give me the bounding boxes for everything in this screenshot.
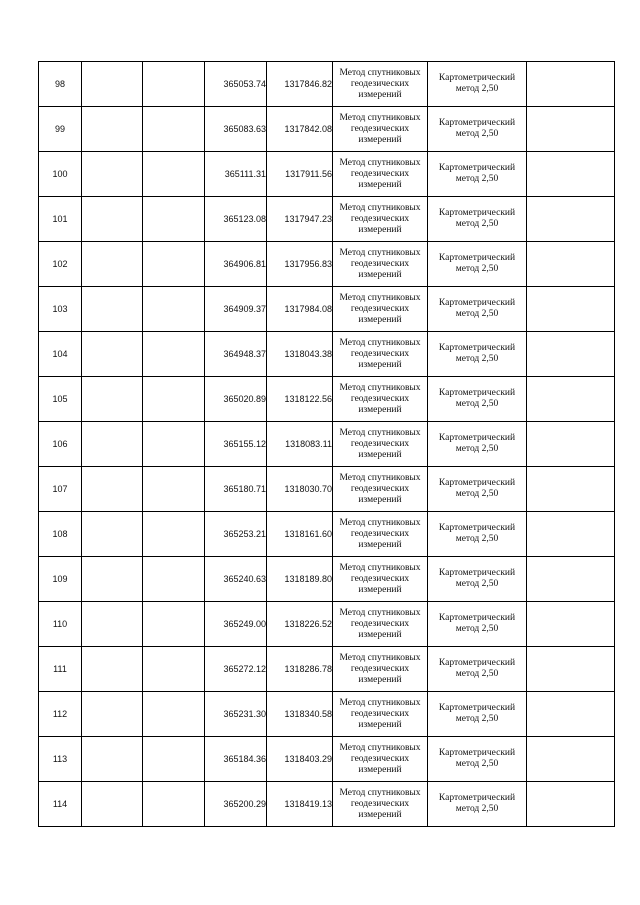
method-cell — [333, 107, 428, 152]
empty-cell — [82, 242, 143, 287]
table-row — [39, 62, 615, 107]
accuracy-text: Картометрический метод 2,50 — [438, 298, 516, 319]
table-row — [39, 332, 615, 377]
y-coordinate-cell: 1318030.70 — [267, 467, 333, 512]
method-cell — [333, 692, 428, 737]
accuracy-cell — [428, 152, 527, 197]
method-text: Метод спутниковых геодезических измерений — [339, 112, 421, 145]
method-cell — [333, 287, 428, 332]
empty-cell — [82, 107, 143, 152]
point-number-cell: 106 — [39, 422, 82, 467]
accuracy-text: Картометрический метод 2,50 — [438, 478, 516, 499]
empty-cell — [82, 782, 143, 827]
point-number-cell: 102 — [39, 242, 82, 287]
empty-cell — [82, 737, 143, 782]
accuracy-cell — [428, 107, 527, 152]
method-text: Метод спутниковых геодезических измерений — [339, 247, 421, 280]
y-coordinate-cell: 1318403.29 — [267, 737, 333, 782]
empty-cell — [527, 737, 615, 782]
table-row — [39, 467, 615, 512]
accuracy-cell — [428, 467, 527, 512]
empty-cell — [527, 467, 615, 512]
accuracy-cell — [428, 692, 527, 737]
method-cell — [333, 62, 428, 107]
x-coordinate-cell: 365083.63 — [205, 107, 267, 152]
method-text: Метод спутниковых геодезических измерений — [339, 472, 421, 505]
method-text: Метод спутниковых геодезических измерений — [339, 787, 421, 820]
table-row — [39, 422, 615, 467]
x-coordinate-cell: 365200.29 — [205, 782, 267, 827]
accuracy-text: Картометрический метод 2,50 — [438, 73, 516, 94]
method-cell — [333, 602, 428, 647]
empty-cell — [143, 287, 205, 332]
x-coordinate-cell: 365240.63 — [205, 557, 267, 602]
point-number-cell: 112 — [39, 692, 82, 737]
empty-cell — [527, 557, 615, 602]
method-text: Метод спутниковых геодезических измерений — [339, 157, 421, 190]
table-row — [39, 557, 615, 602]
method-text: Метод спутниковых геодезических измерений — [339, 292, 421, 325]
y-coordinate-cell: 1317846.82 — [267, 62, 333, 107]
accuracy-text: Картометрический метод 2,50 — [438, 613, 516, 634]
accuracy-text: Картометрический метод 2,50 — [438, 793, 516, 814]
y-coordinate-cell: 1318286.78 — [267, 647, 333, 692]
y-coordinate-cell: 1318083.11 — [267, 422, 333, 467]
x-coordinate-cell: 365155.12 — [205, 422, 267, 467]
empty-cell — [527, 152, 615, 197]
method-text: Метод спутниковых геодезических измерений — [339, 697, 421, 730]
empty-cell — [143, 647, 205, 692]
point-number-cell: 114 — [39, 782, 82, 827]
empty-cell — [143, 737, 205, 782]
point-number-cell: 108 — [39, 512, 82, 557]
method-cell — [333, 422, 428, 467]
method-cell — [333, 737, 428, 782]
empty-cell — [143, 692, 205, 737]
empty-cell — [527, 782, 615, 827]
empty-cell — [527, 62, 615, 107]
accuracy-text: Картометрический метод 2,50 — [438, 163, 516, 184]
point-number-cell: 113 — [39, 737, 82, 782]
x-coordinate-cell: 365272.12 — [205, 647, 267, 692]
y-coordinate-cell: 1317842.08 — [267, 107, 333, 152]
empty-cell — [143, 602, 205, 647]
y-coordinate-cell: 1318189.80 — [267, 557, 333, 602]
table-row — [39, 782, 615, 827]
table-row — [39, 197, 615, 242]
accuracy-cell — [428, 782, 527, 827]
accuracy-cell — [428, 512, 527, 557]
accuracy-cell — [428, 62, 527, 107]
method-cell — [333, 782, 428, 827]
y-coordinate-cell: 1318226.52 — [267, 602, 333, 647]
y-coordinate-cell: 1317984.08 — [267, 287, 333, 332]
accuracy-text: Картометрический метод 2,50 — [438, 748, 516, 769]
point-number-cell: 103 — [39, 287, 82, 332]
accuracy-cell — [428, 647, 527, 692]
empty-cell — [527, 332, 615, 377]
x-coordinate-cell: 365111.31 — [205, 152, 267, 197]
empty-cell — [527, 377, 615, 422]
x-coordinate-cell: 364906.81 — [205, 242, 267, 287]
point-number-cell: 110 — [39, 602, 82, 647]
point-number-cell: 99 — [39, 107, 82, 152]
method-cell — [333, 512, 428, 557]
point-number-cell: 105 — [39, 377, 82, 422]
y-coordinate-cell: 1318122.56 — [267, 377, 333, 422]
method-text: Метод спутниковых геодезических измерений — [339, 337, 421, 370]
empty-cell — [82, 692, 143, 737]
x-coordinate-cell: 364909.37 — [205, 287, 267, 332]
empty-cell — [82, 602, 143, 647]
method-text: Метод спутниковых геодезических измерений — [339, 202, 421, 235]
empty-cell — [143, 62, 205, 107]
empty-cell — [82, 557, 143, 602]
empty-cell — [143, 782, 205, 827]
accuracy-text: Картометрический метод 2,50 — [438, 388, 516, 409]
y-coordinate-cell: 1318340.58 — [267, 692, 333, 737]
y-coordinate-cell: 1317947.23 — [267, 197, 333, 242]
method-text: Метод спутниковых геодезических измерений — [339, 742, 421, 775]
accuracy-text: Картометрический метод 2,50 — [438, 343, 516, 364]
accuracy-cell — [428, 737, 527, 782]
accuracy-text: Картометрический метод 2,50 — [438, 118, 516, 139]
x-coordinate-cell: 365184.36 — [205, 737, 267, 782]
empty-cell — [82, 467, 143, 512]
empty-cell — [143, 197, 205, 242]
empty-cell — [82, 332, 143, 377]
table-row — [39, 107, 615, 152]
accuracy-text: Картометрический метод 2,50 — [438, 253, 516, 274]
y-coordinate-cell: 1318043.38 — [267, 332, 333, 377]
empty-cell — [82, 197, 143, 242]
empty-cell — [143, 377, 205, 422]
accuracy-text: Картометрический метод 2,50 — [438, 208, 516, 229]
x-coordinate-cell: 364948.37 — [205, 332, 267, 377]
table-row — [39, 737, 615, 782]
empty-cell — [527, 692, 615, 737]
empty-cell — [143, 242, 205, 287]
accuracy-text: Картометрический метод 2,50 — [438, 433, 516, 454]
method-text: Метод спутниковых геодезических измерений — [339, 607, 421, 640]
accuracy-cell — [428, 557, 527, 602]
accuracy-cell — [428, 332, 527, 377]
point-number-cell: 98 — [39, 62, 82, 107]
x-coordinate-cell: 365249.00 — [205, 602, 267, 647]
table-body — [39, 62, 615, 827]
empty-cell — [143, 512, 205, 557]
point-number-cell: 109 — [39, 557, 82, 602]
empty-cell — [82, 377, 143, 422]
accuracy-cell — [428, 377, 527, 422]
empty-cell — [82, 422, 143, 467]
empty-cell — [143, 332, 205, 377]
point-number-cell: 104 — [39, 332, 82, 377]
method-cell — [333, 377, 428, 422]
point-number-cell: 100 — [39, 152, 82, 197]
x-coordinate-cell: 365231.30 — [205, 692, 267, 737]
accuracy-cell — [428, 287, 527, 332]
empty-cell — [527, 602, 615, 647]
accuracy-cell — [428, 197, 527, 242]
accuracy-text: Картометрический метод 2,50 — [438, 568, 516, 589]
accuracy-cell — [428, 242, 527, 287]
empty-cell — [82, 512, 143, 557]
method-text: Метод спутниковых геодезических измерений — [339, 517, 421, 550]
method-text: Метод спутниковых геодезических измерений — [339, 382, 421, 415]
method-text: Метод спутниковых геодезических измерений — [339, 427, 421, 460]
empty-cell — [527, 647, 615, 692]
table-row — [39, 602, 615, 647]
method-cell — [333, 152, 428, 197]
table-row — [39, 242, 615, 287]
accuracy-text: Картометрический метод 2,50 — [438, 658, 516, 679]
method-cell — [333, 332, 428, 377]
empty-cell — [143, 557, 205, 602]
empty-cell — [527, 107, 615, 152]
x-coordinate-cell: 365123.08 — [205, 197, 267, 242]
empty-cell — [143, 152, 205, 197]
table-row — [39, 287, 615, 332]
x-coordinate-cell: 365180.71 — [205, 467, 267, 512]
method-text: Метод спутниковых геодезических измерений — [339, 67, 421, 100]
table-row — [39, 647, 615, 692]
point-number-cell: 111 — [39, 647, 82, 692]
accuracy-cell — [428, 422, 527, 467]
accuracy-text: Картометрический метод 2,50 — [438, 703, 516, 724]
empty-cell — [527, 512, 615, 557]
method-cell — [333, 197, 428, 242]
empty-cell — [143, 107, 205, 152]
table-row — [39, 512, 615, 557]
method-cell — [333, 557, 428, 602]
empty-cell — [527, 422, 615, 467]
method-text: Метод спутниковых геодезических измерений — [339, 562, 421, 595]
y-coordinate-cell: 1317911.56 — [267, 152, 333, 197]
accuracy-cell — [428, 602, 527, 647]
x-coordinate-cell: 365020.89 — [205, 377, 267, 422]
method-cell — [333, 242, 428, 287]
x-coordinate-cell: 365253.21 — [205, 512, 267, 557]
point-number-cell: 107 — [39, 467, 82, 512]
point-number-cell: 101 — [39, 197, 82, 242]
empty-cell — [82, 62, 143, 107]
table-row — [39, 152, 615, 197]
table-row — [39, 377, 615, 422]
y-coordinate-cell: 1318419.13 — [267, 782, 333, 827]
empty-cell — [82, 287, 143, 332]
empty-cell — [527, 197, 615, 242]
x-coordinate-cell: 365053.74 — [205, 62, 267, 107]
empty-cell — [143, 467, 205, 512]
method-cell — [333, 467, 428, 512]
y-coordinate-cell: 1317956.83 — [267, 242, 333, 287]
empty-cell — [82, 647, 143, 692]
method-text: Метод спутниковых геодезических измерений — [339, 652, 421, 685]
empty-cell — [527, 287, 615, 332]
table-row — [39, 692, 615, 737]
empty-cell — [527, 242, 615, 287]
empty-cell — [143, 422, 205, 467]
y-coordinate-cell: 1318161.60 — [267, 512, 333, 557]
method-cell — [333, 647, 428, 692]
empty-cell — [82, 152, 143, 197]
accuracy-text: Картометрический метод 2,50 — [438, 523, 516, 544]
coordinates-table — [38, 61, 615, 827]
